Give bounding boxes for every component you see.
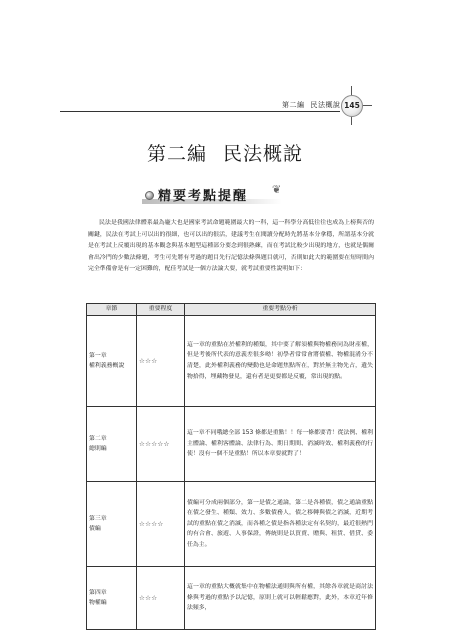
intro-paragraph: 民法是我國法律體系最為龐大也是國家考試命題範圍最大的一科，這一科學分高低往往也成為上榜與否的關鍵，民法在考試上可以出的很細，也可以出的很活，建議考生在閱讀分配時先將基本分拿穩，所謂基本分就是在考試上反覆出現的基本觀念與基本題型這種部分要念到很熟練，而在考試比較少出現的地方，也就是偶爾會出冷門的少數法條題，考生可先將有考過的題目先行記憶法條與題目就可，否則如此大的範圍要在短時間內完全準備會是有一定困難的，配佳考試是一個方法論大要，就考試重要性說明如下： <box>88 220 374 273</box>
part-title <box>0 139 450 166</box>
table-row <box>87 567 376 630</box>
section-banner <box>120 183 310 207</box>
page-number-tick <box>351 117 352 125</box>
table-row <box>87 316 376 407</box>
analysis-cell: 這一章的重點大概就集中在物權法通則與所有權，其餘各章就是商討法條與考過的重點予以記憶，原則上就可以輕鬆應對，此外，本章近年修法頻多， <box>185 567 376 630</box>
chapter-cell <box>87 482 137 567</box>
chapter-name: 物權編 <box>89 600 107 606</box>
chapter-number: 第四章 <box>89 590 107 596</box>
importance-stars: ☆☆☆☆ <box>137 482 185 567</box>
chapter-cell <box>87 316 137 407</box>
analysis-cell: 這一章不同哦總全部 153 條都是重點！！每一條都要背！從法例、權利主體論、權利客體論、法律行為、期日期間、消滅時效、權利義務的行使！沒有一個不是重點！所以本章要就對了！ <box>185 407 376 482</box>
running-header-part: 第二編 <box>282 101 305 109</box>
running-header <box>282 100 341 110</box>
chapter-number: 第二章 <box>89 436 107 442</box>
header-rule <box>60 111 340 112</box>
flourish-icon: ❦ <box>272 183 282 196</box>
page-number-tick <box>351 86 352 95</box>
chapter-name: 債編 <box>89 526 101 532</box>
analysis-cell: 這一章的重點在於權利的種類，其中要了解須權與物權務同為財產權，但是考後所代表的意義差很多呦！初學者常常會將債權、物權混淆分不清楚，此外權利義務的變動也是命題焦點所在，對於無主物先占，遺失物拾得，埋藏物發見，還有者是更要都是反覆，常出現的點。 <box>185 316 376 407</box>
chapter-number: 第三章 <box>89 516 107 522</box>
bullet-dot-icon <box>145 191 154 200</box>
column-header-chapter: 章節 <box>87 304 137 316</box>
table-row <box>87 482 376 567</box>
column-header-importance: 重要程度 <box>137 304 185 316</box>
running-header-title: 民法概說 <box>310 101 341 109</box>
chapter-cell <box>87 407 137 482</box>
analysis-cell: 債編可分成兩個部分，第一是債之通論，第二是各種債，債之通論重點在債之發生、種類、效力、多數債務人，債之移轉與債之消滅，近期考試的重點在債之消滅，而各種之債是指各種法定有名契約，最近很熱門的有合會、旅遊、人事保證，傳統則是以買賣、贈與、租賃、借貸、委任為主。 <box>185 482 376 567</box>
importance-stars: ☆☆☆ <box>137 316 185 407</box>
chapter-cell <box>87 567 137 630</box>
table-row <box>87 407 376 482</box>
chapter-name: 總則編 <box>89 446 107 452</box>
column-header-analysis: 重要考點分析 <box>185 304 376 316</box>
table-header-row <box>87 304 376 316</box>
page-number-tick <box>363 105 372 106</box>
part-title-text: 民法概說 <box>223 143 304 165</box>
chapter-number: 第一章 <box>89 353 107 359</box>
exam-points-table <box>86 303 376 630</box>
section-heading: 精要考點提醒 <box>158 189 249 204</box>
part-title-label: 第二編 <box>146 143 207 165</box>
importance-stars: ☆☆☆☆☆ <box>137 407 185 482</box>
importance-stars: ☆☆☆ <box>137 567 185 630</box>
chapter-name: 權利義務概說 <box>89 363 125 369</box>
page-number: 145 <box>341 95 363 117</box>
